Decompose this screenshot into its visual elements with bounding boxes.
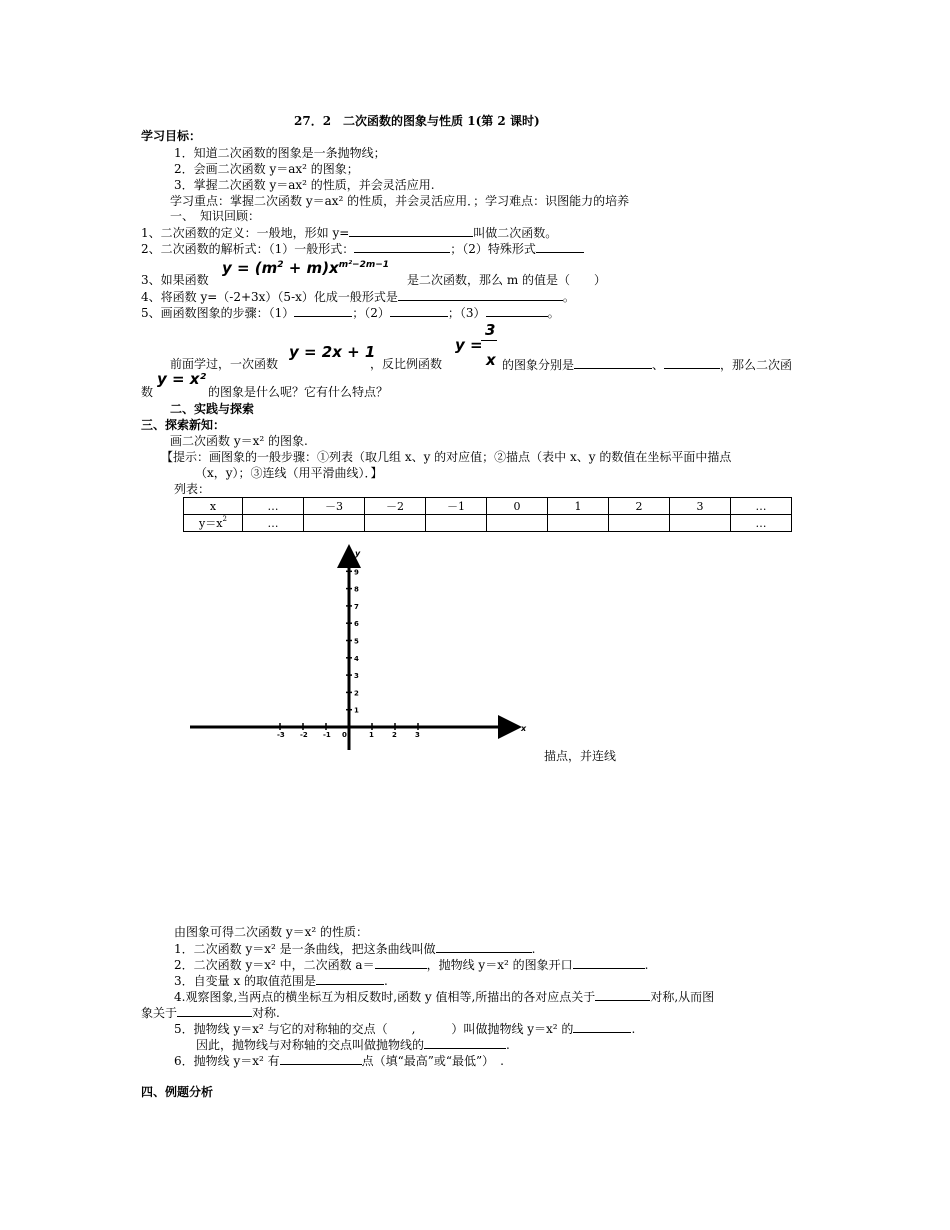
x-axis-label: x [521, 724, 527, 733]
table-cell: 2 [609, 498, 670, 515]
properties-intro: 由图象可得二次函数 y＝x² 的性质： [174, 925, 368, 939]
answer-blank[interactable] [177, 1005, 252, 1017]
x-tick-label: 0 [342, 731, 347, 739]
property-4-text: 4.观察图象,当两点的横坐标互为相反数时,函数 y 值相等,所描出的各对应点关于 [174, 990, 596, 1004]
prev-text-e: ，那么二次函 [720, 358, 793, 372]
prev-text-b: ，反比例函数 [370, 357, 443, 371]
review-q5-text-2: ；（2） [352, 306, 390, 320]
explore-task: 画二次函数 y＝x² 的图象. [170, 434, 308, 448]
property-5-cont-end: . [506, 1038, 510, 1052]
y-tick-label: 7 [354, 602, 359, 611]
goals-heading: 学习目标： [141, 129, 202, 143]
property-2-end: . [644, 958, 649, 972]
answer-blank[interactable] [436, 941, 532, 953]
y-axis-label: y [355, 549, 361, 558]
review-q4-text: 4、将函数 y=（-2+3x）（5-x）化成一般形式是 [141, 290, 398, 304]
property-4-text-3: 象关于 [141, 1006, 178, 1020]
property-4-end: 对称. [252, 1006, 280, 1020]
table-cell: … [243, 498, 304, 515]
property-1-end: . [531, 942, 536, 956]
property-4 [174, 989, 714, 1004]
review-heading: 一、 知识回顾： [170, 209, 261, 223]
explore-heading: 三、探索新知： [141, 418, 226, 432]
page-title: 27．2 二次函数的图象与性质 1(第 2 课时) [294, 114, 540, 128]
review-q2-text: 2、二次函数的解析式：（1）一般形式： [141, 242, 355, 256]
formula-quadratic: y = x² [157, 370, 207, 388]
y-tick-label: 9 [354, 568, 359, 577]
y-tick-label: 2 [354, 689, 359, 698]
prev-text-g: 的图象是什么呢？它有什么特点？ [208, 385, 389, 399]
formula-linear: y = 2x + 1 [289, 343, 376, 361]
x-tick-label: 1 [369, 731, 374, 739]
y-tick-label: 5 [354, 637, 359, 646]
review-q5-text-3: ；（3） [447, 306, 486, 320]
answer-blank[interactable] [316, 973, 384, 985]
table-cell: … [243, 515, 304, 532]
property-2-text: 2．二次函数 y＝x² 中，二次函数 a＝ [174, 958, 375, 972]
table-cell: －1 [426, 498, 487, 515]
property-3 [174, 973, 388, 988]
property-3-end: . [384, 974, 388, 988]
property-6-text: 6．抛物线 y＝x² 有 [174, 1054, 280, 1068]
review-q4: 4、将函数 y=（-2+3x）（5-x）化成一般形式是 。 [141, 290, 575, 304]
goal-item: 3．掌握二次函数 y＝ax² 的性质，并会灵活应用. [174, 178, 435, 192]
x-tick-label: -2 [300, 731, 308, 739]
x-tick-label: 3 [415, 731, 420, 739]
property-3-text: 3．自变量 x 的取值范围是 [174, 974, 317, 988]
formula-inverse-lhs: y = [455, 336, 483, 354]
prev-text-c: 的图象分别是 [502, 358, 575, 372]
answer-blank[interactable] [573, 957, 645, 969]
property-5-end: . [631, 1022, 636, 1036]
review-q5-text: 5、画函数图象的步骤：（1） [141, 306, 295, 320]
table-cell: －2 [365, 498, 426, 515]
table-cell: … [731, 515, 792, 532]
x-tick-label: -1 [323, 731, 331, 739]
review-q1-text: 1、二次函数的定义：一般地，形如 y= [141, 226, 350, 240]
property-5 [174, 1021, 635, 1036]
x-tick-label: 2 [392, 731, 397, 739]
review-q5: 5、画函数图象的步骤：（1） ；（2） ；（3） 。 [141, 306, 560, 320]
practice-heading: 二、实践与探索 [170, 402, 255, 416]
table-cell: 0 [487, 498, 548, 515]
table-cell: 3 [670, 498, 731, 515]
property-5-cont [196, 1037, 510, 1052]
table-cell: －3 [304, 498, 365, 515]
y-tick-label: 1 [354, 706, 359, 715]
property-5-cont-text: 因此，抛物线与对称轴的交点叫做抛物线的 [196, 1038, 425, 1052]
property-4-cont [141, 1005, 280, 1020]
table-label: 列表： [174, 482, 211, 496]
y-tick-label: 6 [354, 620, 359, 629]
y-tick-label: 3 [354, 672, 359, 681]
table-cell: x [184, 498, 243, 515]
property-6 [174, 1053, 504, 1068]
x-tick-label: -3 [277, 731, 285, 739]
formula-q3: $y = (m^2 + m)x^{m^2-2m-1}$ [222, 259, 390, 277]
answer-blank[interactable] [595, 989, 650, 1001]
goal-item: 2．会画二次函数 y＝ax² 的图象； [174, 162, 359, 176]
examples-heading: 四、例题分析 [141, 1085, 214, 1099]
formula-inverse-den: x [486, 351, 496, 369]
prev-text-f: 数 [141, 385, 154, 399]
review-q1-text-end: 叫做二次函数。 [473, 226, 558, 240]
explore-hint-2: （x，y）；③连线（用平滑曲线）．】 [195, 466, 383, 480]
answer-blank[interactable] [280, 1053, 362, 1065]
prev-text-a: 前面学过，一次函数 [170, 357, 279, 371]
review-q2-text-mid: ；（2）特殊形式 [450, 242, 536, 256]
answer-blank[interactable] [375, 957, 427, 969]
property-4-text-2: 对称,从而图 [650, 990, 715, 1004]
answer-blank[interactable] [424, 1037, 506, 1049]
property-1-text: 1．二次函数 y＝x² 是一条曲线，把这条曲线叫做 [174, 942, 436, 956]
table-cell: 1 [548, 498, 609, 515]
prev-text-d: 、 [652, 358, 665, 372]
key-points: 学习重点：掌握二次函数 y＝ax² 的性质，并会灵活应用．；学习难点：识图能力的培养 [170, 194, 630, 208]
graph-caption: 描点，并连线 [544, 749, 617, 763]
review-q3-text: 是二次函数，那么 m 的值是（ ） [407, 273, 607, 287]
explore-hint-1: 【提示：画图象的一般步骤：①列表（取几组 x、y 的对应值；②描点（表中 x、y 的数值在坐标平面中描点 [161, 450, 732, 464]
review-q3-label: 3、如果函数 [141, 273, 209, 287]
property-2-text-2: ，抛物线 y＝x² 的图象开口 [426, 958, 573, 972]
goal-item: 1．知道二次函数的图象是一条抛物线； [174, 146, 386, 160]
answer-blank[interactable] [573, 1021, 631, 1033]
property-6-end: 点（填“最高”或“最低”） . [361, 1054, 504, 1068]
property-1 [174, 941, 535, 956]
property-5-text: 5．抛物线 y＝x² 与它的对称轴的交点（ , ）叫做抛物线 y＝x² 的 [174, 1022, 574, 1036]
table-cell: … [731, 498, 792, 515]
y-tick-label: 4 [354, 654, 359, 663]
property-2 [174, 957, 648, 972]
table-cell: $y=x^2$ [184, 515, 243, 532]
y-tick-label: 8 [354, 585, 359, 594]
formula-inverse-num: 3 [485, 321, 496, 339]
